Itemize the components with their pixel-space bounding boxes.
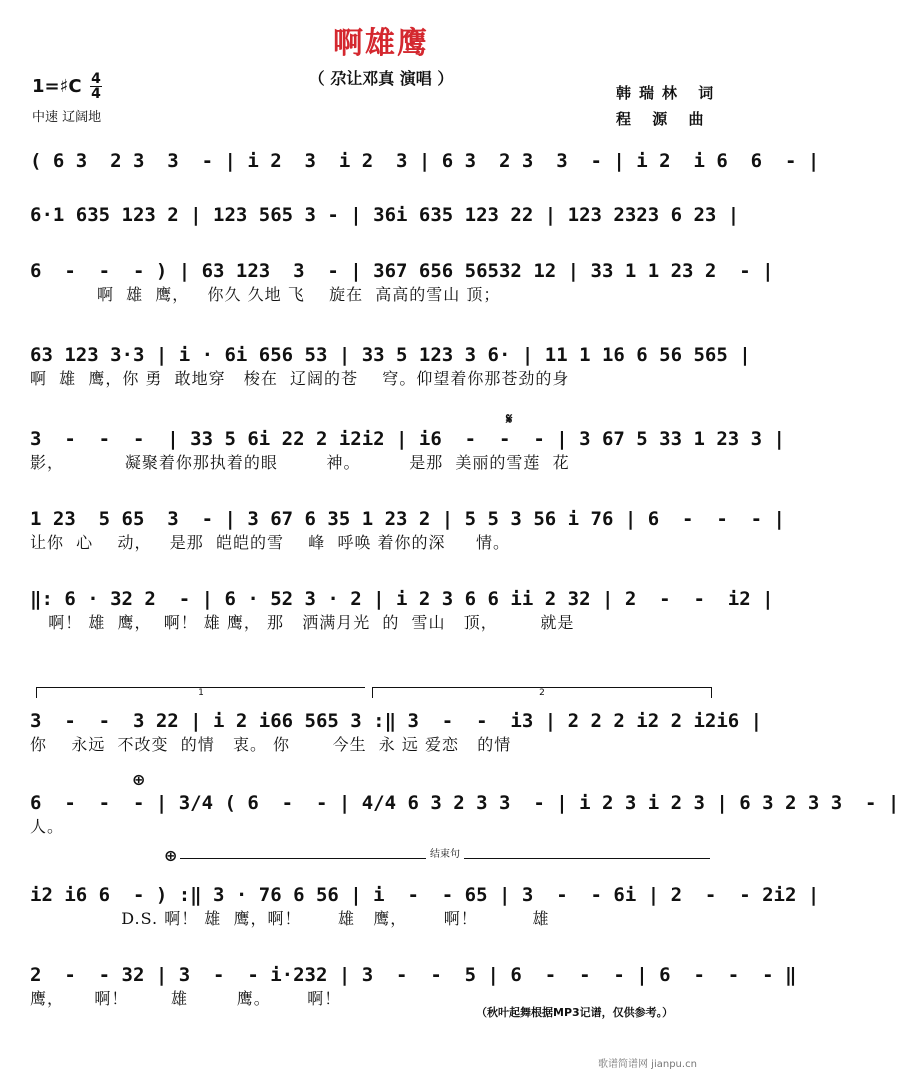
coda-sign: ⊕ [132,770,146,789]
tempo-marking: 中速 辽阔地 [32,110,102,125]
coda-label: 结束句 [426,849,464,860]
lyric-line: 啊 雄 鹰， 你久 久地 飞 旋在 高高的雪山 顶； [30,285,501,304]
score-system-6 [30,506,785,554]
time-signature [90,72,102,101]
score-system-2 [30,202,740,228]
composer: 程 源 曲 [616,110,712,128]
lyricist: 韩瑞林 词 [616,84,722,102]
lyric-line: D.S. 啊！ 雄 鹰，啊！ 雄 鹰， 啊！ 雄 [30,909,550,928]
notation-line: ( 6 3 2 3 3 - | i 2 3 i 2 3 | 6 3 2 3 3 - | i 2 i 6 6 - | [30,150,820,172]
lyric-line: 啊！ 雄 鹰， 啊！ 雄 鹰， 那 洒满月光 的 雪山 顶， 就是 [30,613,575,632]
score-system-11 [30,962,797,1010]
notation-line: i2 i6 6 - ) :‖ 3 · 76 6 56 | i - - 65 | 3 - - 6i | 2 - - 2i2 | [30,884,820,906]
score-system-4 [30,342,751,390]
second-ending-bracket [372,687,712,698]
score-system-3 [30,258,774,306]
notation-line: 63 123 3·3 | i · 6i 656 53 | 33 5 123 3 6· | 11 1 16 6 56 565 | [30,344,751,366]
notation-line: 3 - - 3 22 | i 2 i66 565 3 :‖ 3 - - i3 | 2 2 2 i2 2 i2i6 | [30,710,763,732]
notation-line: 2 - - 32 | 3 - - i·232 | 3 - - 5 | 6 - - - | 6 - - - ‖ [30,964,797,986]
notation-line: 6 - - - ) | 63 123 3 - | 367 656 56532 12 | 33 1 1 23 2 - | [30,260,774,282]
lyric-line: 鹰， 啊！ 雄 鹰。 啊！ [30,989,342,1008]
segno-sign: 𝄋 [506,410,513,428]
score-system-7 [30,586,774,634]
notation-line: 1 23 5 65 3 - | 3 67 6 35 1 23 2 | 5 5 3 56 i 76 | 6 - - - | [30,508,785,530]
score-system-10 [30,882,820,930]
meter-top: 4 [91,71,101,87]
lyric-line: 人。 [30,817,65,836]
first-ending-bracket [36,687,365,698]
notation-line: 6 - - - | 3/4 ( 6 - - | 4/4 6 3 2 3 3 - | i 2 3 i 2 3 | 6 3 2 3 3 - | [30,792,899,814]
notation-line: 3 - - - | 33 5 6i 22 2 i2i2 | i6 - - - | 3 67 5 33 1 23 3 | [30,428,785,450]
lyric-line: 影， 凝聚着你那执着的眼 神。 是那 美丽的雪莲 花 [30,453,570,472]
site-watermark: 歌谱简谱网 jianpu.cn [598,1059,697,1070]
singer-credit: （ 尕让邓真 演唱 ） [308,69,454,88]
credits [616,80,721,132]
lyric-line: 你 永远 不改变 的情 衷。 你 今生 永 远 爱恋 的情 [30,735,512,754]
score-system-1 [30,148,820,174]
coda-ending-line [180,849,710,874]
notation-line: ‖: 6 · 32 2 - | 6 · 52 3 · 2 | i 2 3 6 6 ii 2 32 | 2 - - i2 | [30,588,774,610]
transcription-note: （秋叶起舞根据MP3记谱，仅供参考。） [476,1006,674,1019]
second-ending-number: 2 [539,688,545,698]
key-signature: 1=♯C [32,76,82,97]
first-ending-number: 1 [198,688,204,698]
score-system-5 [30,426,785,474]
coda-sign-ending: ⊕ [164,846,178,865]
song-title: 啊雄鹰 [333,26,429,61]
score-system-9 [30,790,899,838]
score-system-8 [30,708,763,756]
meter-bottom: 4 [91,86,101,102]
notation-line: 6·1 635 123 2 | 123 565 3 - | 36i 635 123 22 | 123 2323 6 23 | [30,204,740,226]
lyric-line: 啊 雄 鹰，你 勇 敢地穿 梭在 辽阔的苍 穹。仰望着你那苍劲的身 [30,369,570,388]
lyric-line: 让你 心 动， 是那 皑皑的雪 峰 呼唤 着你的深 情。 [30,533,510,552]
